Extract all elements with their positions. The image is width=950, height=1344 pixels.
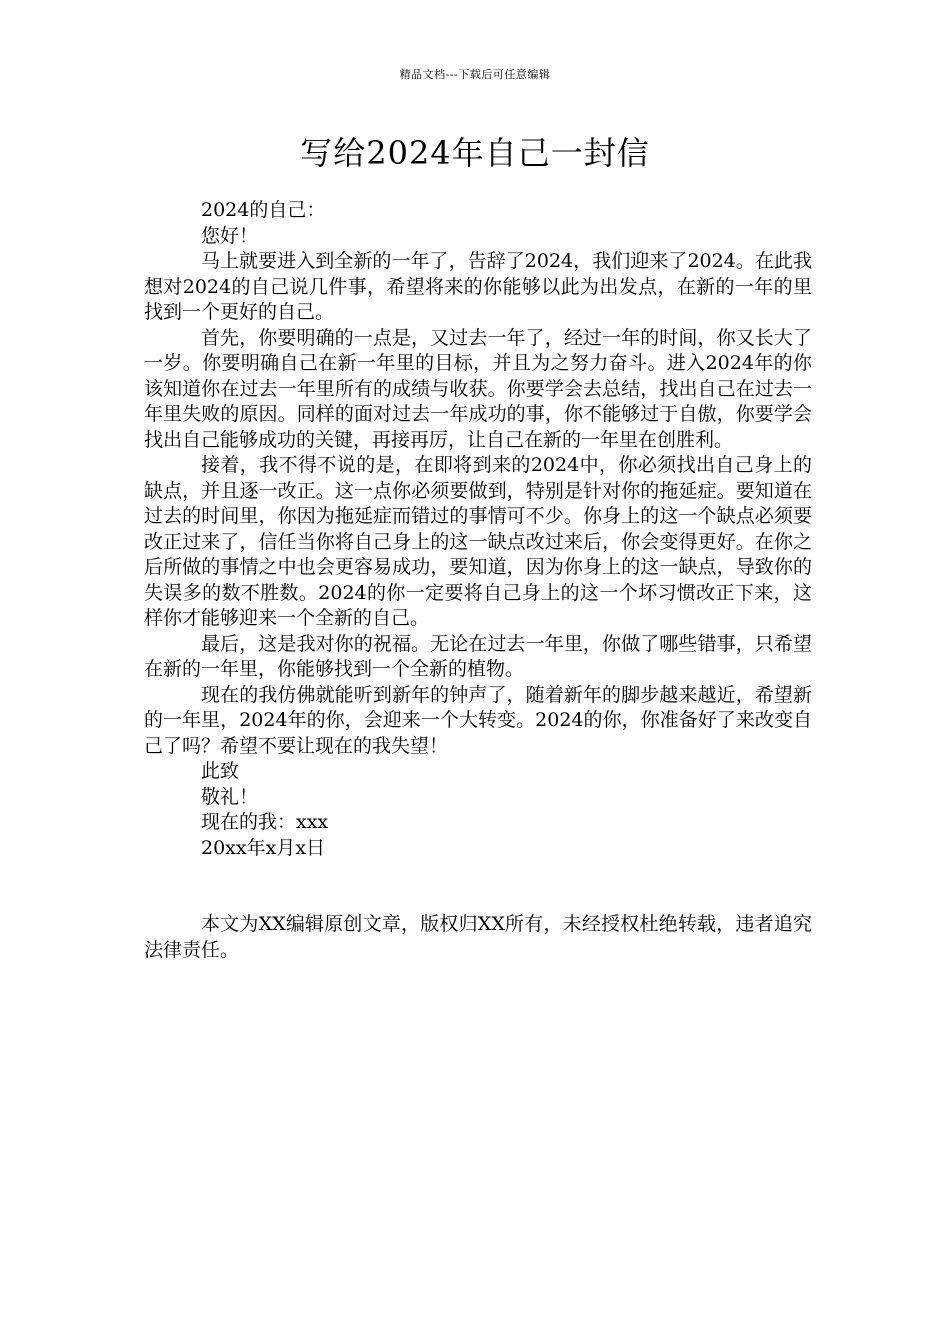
letter-body bbox=[144, 198, 812, 963]
letter-salutation: 2024的自己： bbox=[201, 199, 326, 221]
letter-paragraph: 最后，这是我对你的祝福。无论在过去一年里，你做了哪些错事，只希望在新的一年里，你能够找到一个全新的植物。 bbox=[144, 632, 812, 680]
blank-gap bbox=[144, 861, 812, 912]
letter-paragraph: 马上就要进入到全新的一年了，告辞了2024，我们迎来了2024。在此我想对2024的自己说几件事，希望将来的你能够以此为出发点，在新的一年的里找到一个更好的自己。 bbox=[144, 250, 812, 323]
letter-signature: 现在的我：xxx bbox=[201, 811, 329, 833]
copyright-notice: 本文为XX编辑原创文章，版权归XX所有，未经授权杜绝转载，违者追究法律责任。 bbox=[144, 913, 812, 961]
letter-greeting: 您好！ bbox=[201, 224, 259, 247]
letter-paragraph: 现在的我仿佛就能听到新年的钟声了，随着新年的脚步越来越近，希望新的一年里，2024年的你，会迎来一个大转变。2024的你，你准备好了来改变自己了吗？希望不要让现在的我失望！ bbox=[144, 683, 812, 757]
letter-date: 20xx年x月x日 bbox=[201, 836, 326, 859]
letter-paragraph: 接着，我不得不说的是，在即将到来的2024中，你必须找出自己身上的缺点，并且逐一改正。这一点你必须要做到，特别是针对你的拖延症。要知道在过去的时间里，你因为拖延症而错过的事情可不少。你身上的这一个缺点必须要改正过来了，信任当你将自己身上的这一缺点改过来后，你会变得更好。在你之后所做的事情之中也会更容易成功，要知道，因为你身上的这一缺点，导致你的失误多的数不胜数。2024的你一定要将自己身上的这一个坏习惯改正下来，这样你才能够迎来一个全新的自己。 bbox=[144, 454, 812, 629]
letter-closing-1: 此致 bbox=[201, 760, 240, 782]
document-title: 写给2024年自己一封信 bbox=[300, 134, 650, 172]
document-header-note: 精品文档---下载后可任意编辑 bbox=[399, 68, 551, 81]
letter-closing-2: 敬礼！ bbox=[201, 785, 259, 808]
letter-paragraph: 首先，你要明确的一点是，又过去一年了，经过一年的时间，你又长大了一岁。你要明确自己在新一年里的目标，并且为之努力奋斗。进入2024年的你该知道你在过去一年里所有的成绩与收获。你要学会去总结，找出自己在过去一年里失败的原因。同样的面对过去一年成功的事，你不能够过于自傲，你要学会找出自己能够成功的关键，再接再厉，让自己在新的一年里在创胜利。 bbox=[144, 326, 812, 451]
